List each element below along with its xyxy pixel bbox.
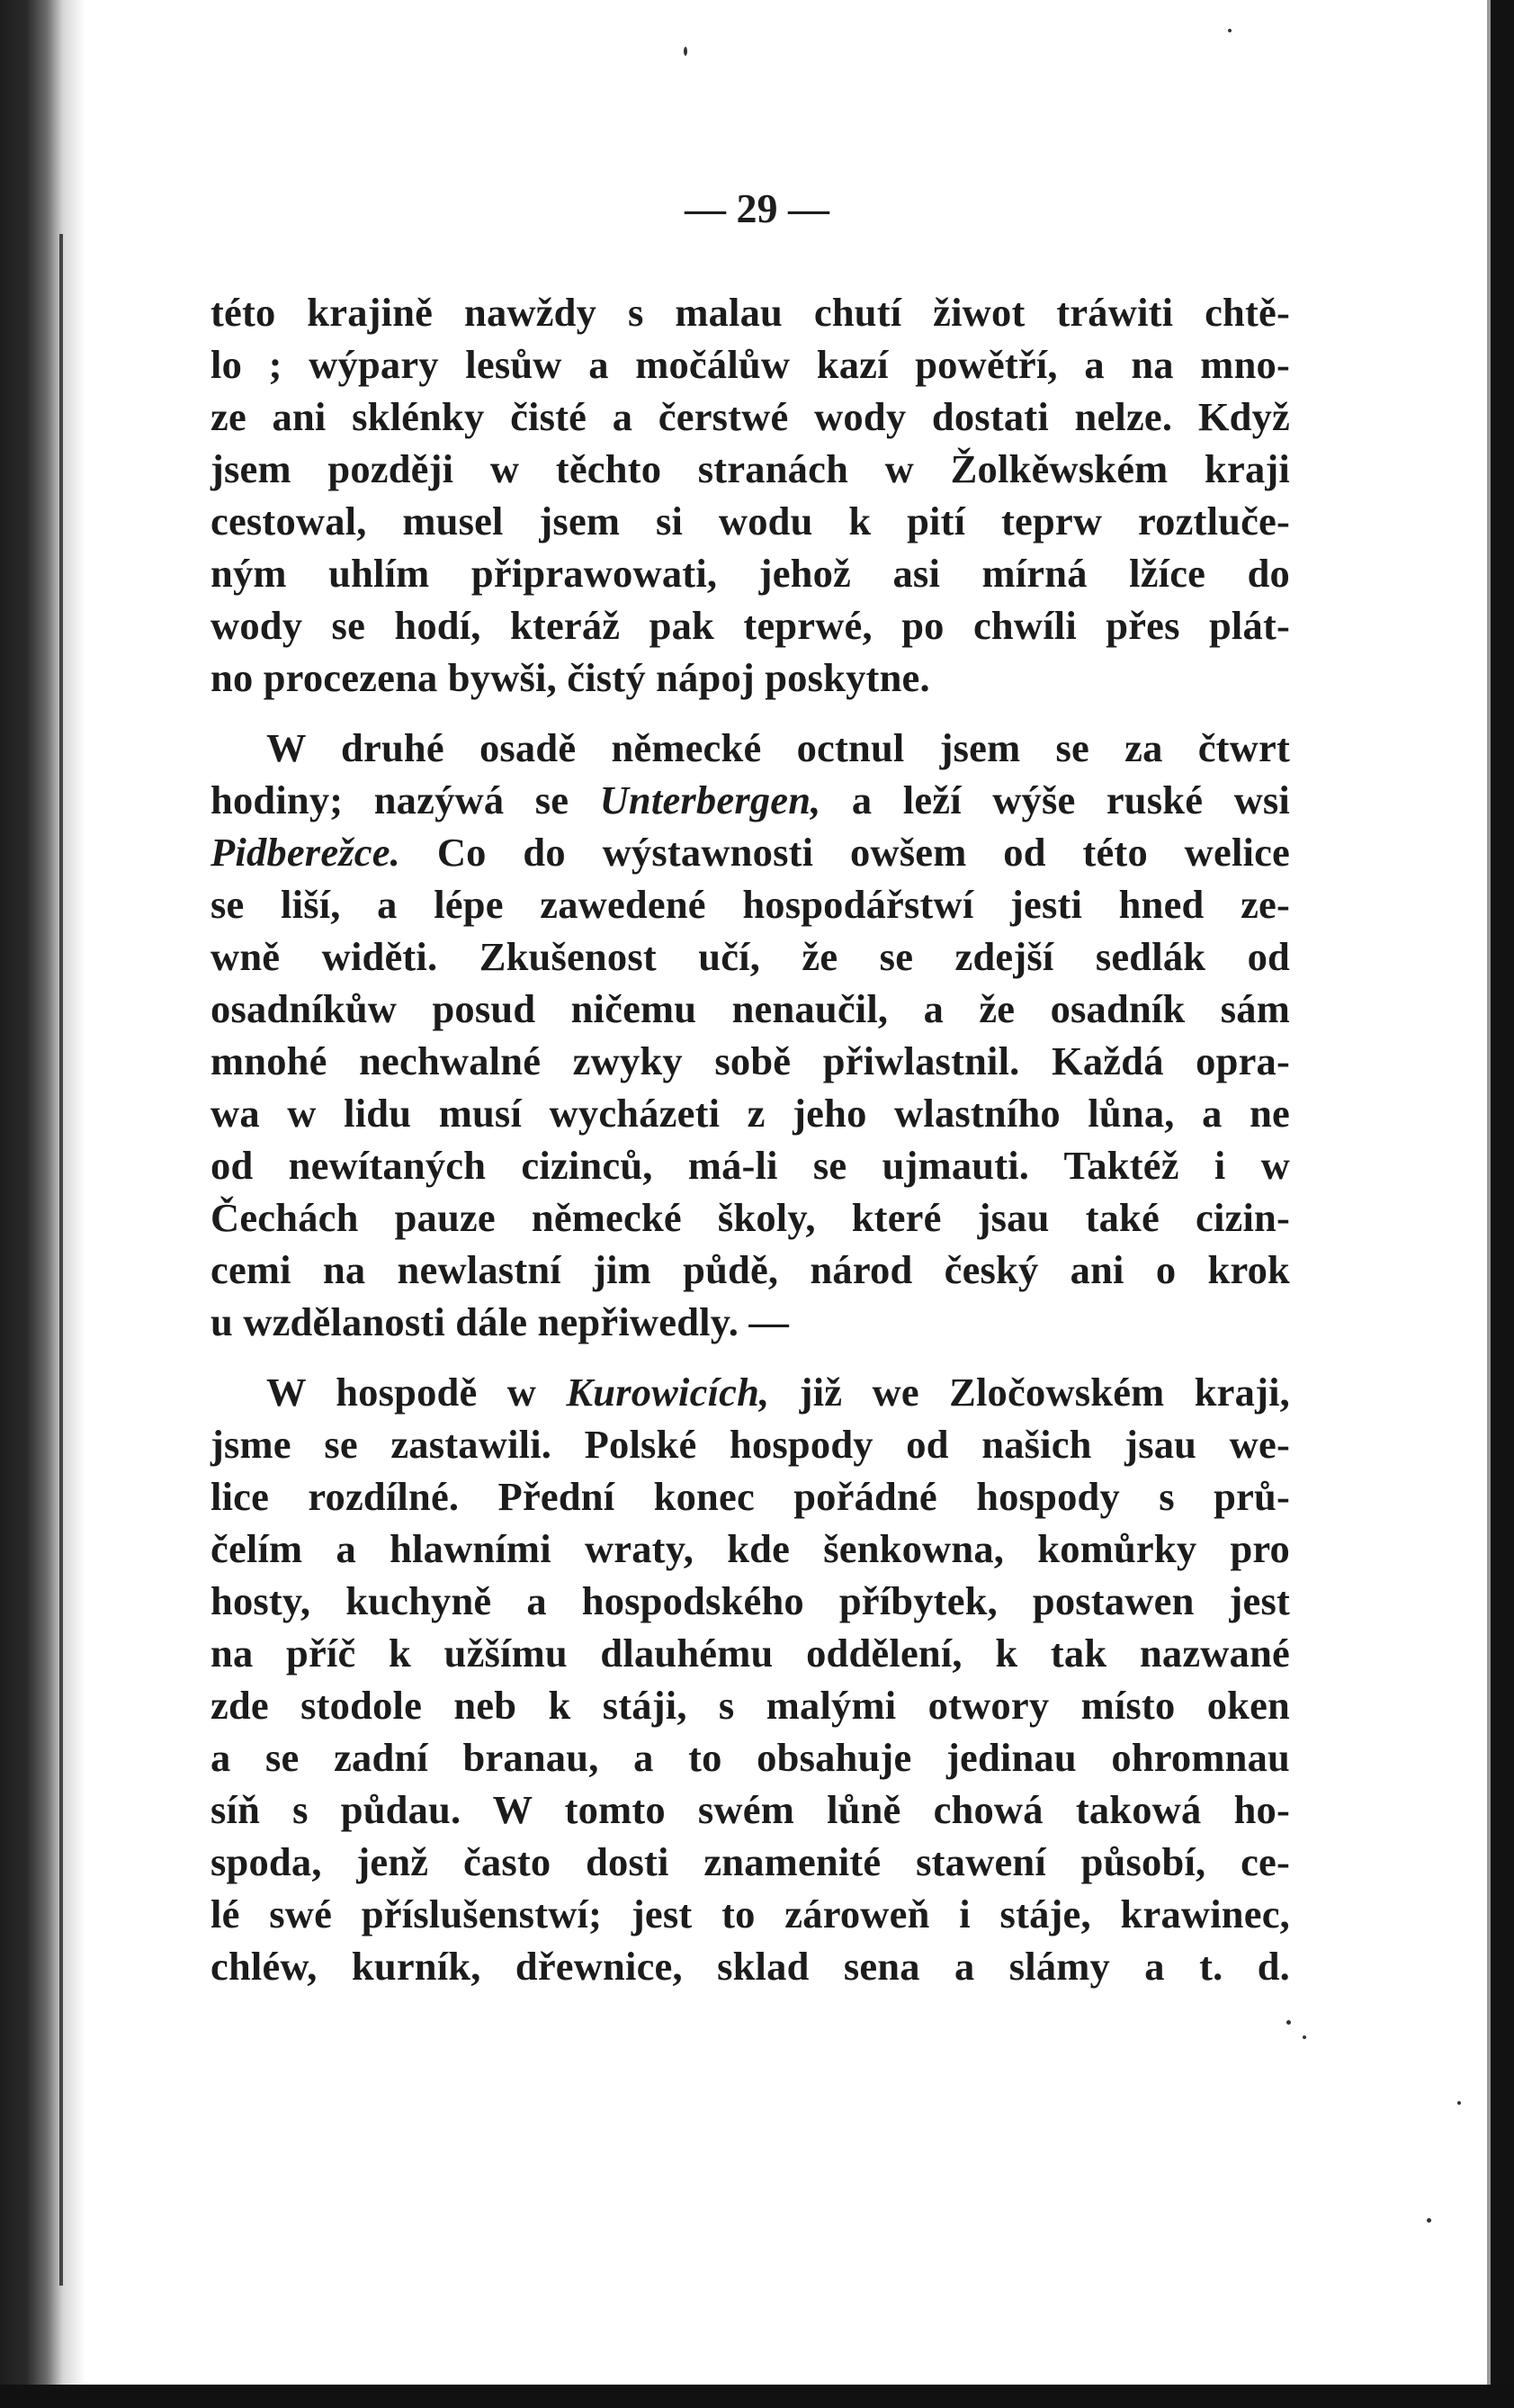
- page-number: — 29 —: [685, 185, 829, 231]
- text-line: zde stodole neb k stáji, s malými otwory místo oken: [211, 1683, 1290, 1728]
- text-line: wně widěti. Zkušenost učí, že se zdejší sedlák od: [211, 934, 1290, 979]
- text-line: čelím a hlawními wraty, kde šenkowna, komůrky pro: [211, 1526, 1290, 1571]
- text-line: wody se hodí, kteráž pak teprwé, po chwíli přes plát-: [211, 603, 1290, 648]
- scan-speck: [1427, 2218, 1431, 2223]
- text-fragment: Co do wýstawnosti owšem od této welice: [436, 830, 1290, 875]
- text-fragment: W hospodě w: [266, 1370, 537, 1415]
- paragraph-2: [211, 722, 1290, 1348]
- place-name-italic: Pidberežce.: [211, 830, 401, 875]
- scan-speck: [1228, 29, 1232, 32]
- text-line: [211, 774, 1290, 826]
- scan-speck: [1303, 2035, 1306, 2039]
- text-line: W druhé osadě německé octnul jsem se za čtwrt: [266, 725, 1290, 770]
- scan-speck: [684, 47, 687, 56]
- text-line: jsem později w těchto stranách w Žolkěwském kraji: [211, 446, 1290, 491]
- text-line: a se zadní branau, a to obsahuje jedinau ohromnau: [211, 1735, 1290, 1780]
- place-name-italic: Kurowicích,: [566, 1370, 770, 1415]
- text-line: cemi na newlastní jim půdě, národ český ani o krok: [211, 1247, 1290, 1292]
- text-line: ným uhlím připrawowati, jehož asi mírná lžíce do: [211, 551, 1290, 596]
- text-fragment: a leží wýše ruské wsi: [851, 777, 1290, 822]
- text-line: hosty, kuchyně a hospodského příbytek, postawen jest: [211, 1578, 1290, 1623]
- text-line: wa w lidu musí wycházeti z jeho wlastního lůna, a ne: [211, 1091, 1290, 1136]
- text-line: chléw, kurník, dřewnice, sklad sena a slámy a t. d.: [211, 1944, 1290, 1989]
- text-line: [211, 826, 1290, 878]
- text-line: [211, 1366, 1290, 1418]
- scan-right-border: [1491, 0, 1514, 2408]
- book-spine-edge: [0, 0, 108, 2408]
- text-line: mnohé nechwalné zwyky sobě přiwlastnil. Každá opra-: [211, 1038, 1290, 1083]
- text-line: lo ; wýpary lesůw a močálůw kazí powětří, a na mno-: [211, 342, 1290, 387]
- text-line: no procezena bywši, čistý nápoj poskytne.: [211, 655, 930, 700]
- scan-speck: [1457, 2101, 1461, 2105]
- text-line: jsme se zastawili. Polské hospody od našich jsau we-: [211, 1422, 1290, 1467]
- text-line: se liší, a lépe zawedené hospodářstwí jesti hned ze-: [211, 882, 1290, 927]
- text-line: Čechách pauze německé školy, které jsau také cizin-: [211, 1195, 1290, 1240]
- text-line: lé swé příslušenstwí; jest to zároweň i stáje, krawinec,: [211, 1891, 1290, 1936]
- text-line: této krajině nawždy s malau chutí žiwot tráwiti chtě-: [211, 290, 1290, 335]
- text-line: od newítaných cizinců, má-li se ujmauti. Taktéž i w: [211, 1143, 1290, 1188]
- text-fragment: již we Zločowském kraji,: [799, 1370, 1290, 1415]
- text-line: ze ani sklénky čisté a čerstwé wody dostati nelze. Když: [211, 394, 1290, 439]
- scan-right-border-shadow: [1487, 0, 1491, 2408]
- text-line: lice rozdílné. Přední konec pořádné hospody s prů-: [211, 1474, 1290, 1519]
- scan-speck: [1286, 2020, 1291, 2025]
- page-text: [211, 286, 1290, 1992]
- text-line: osadníkůw posud ničemu nenaučil, a že osadník sám: [211, 986, 1290, 1031]
- scan-bottom-border: [0, 2385, 1514, 2408]
- paragraph-3: [211, 1366, 1290, 1992]
- paragraph-1: [211, 286, 1290, 704]
- text-line: cestowal, musel jsem si wodu k pití teprw roztluče-: [211, 499, 1290, 544]
- text-fragment: hodiny; nazýwá se: [211, 777, 569, 822]
- text-line: u wzdělanosti dále nepřiwedly. —: [211, 1299, 790, 1344]
- text-line: spoda, jenž často dosti znamenité stawení působí, ce-: [211, 1839, 1290, 1884]
- text-line: síň s půdau. W tomto swém lůně chowá takowá ho-: [211, 1787, 1290, 1832]
- page-edge-line: [59, 234, 63, 2286]
- place-name-italic: Unterbergen,: [599, 777, 821, 822]
- text-line: na příč k užšímu dlauhému oddělení, k tak nazwané: [211, 1631, 1290, 1676]
